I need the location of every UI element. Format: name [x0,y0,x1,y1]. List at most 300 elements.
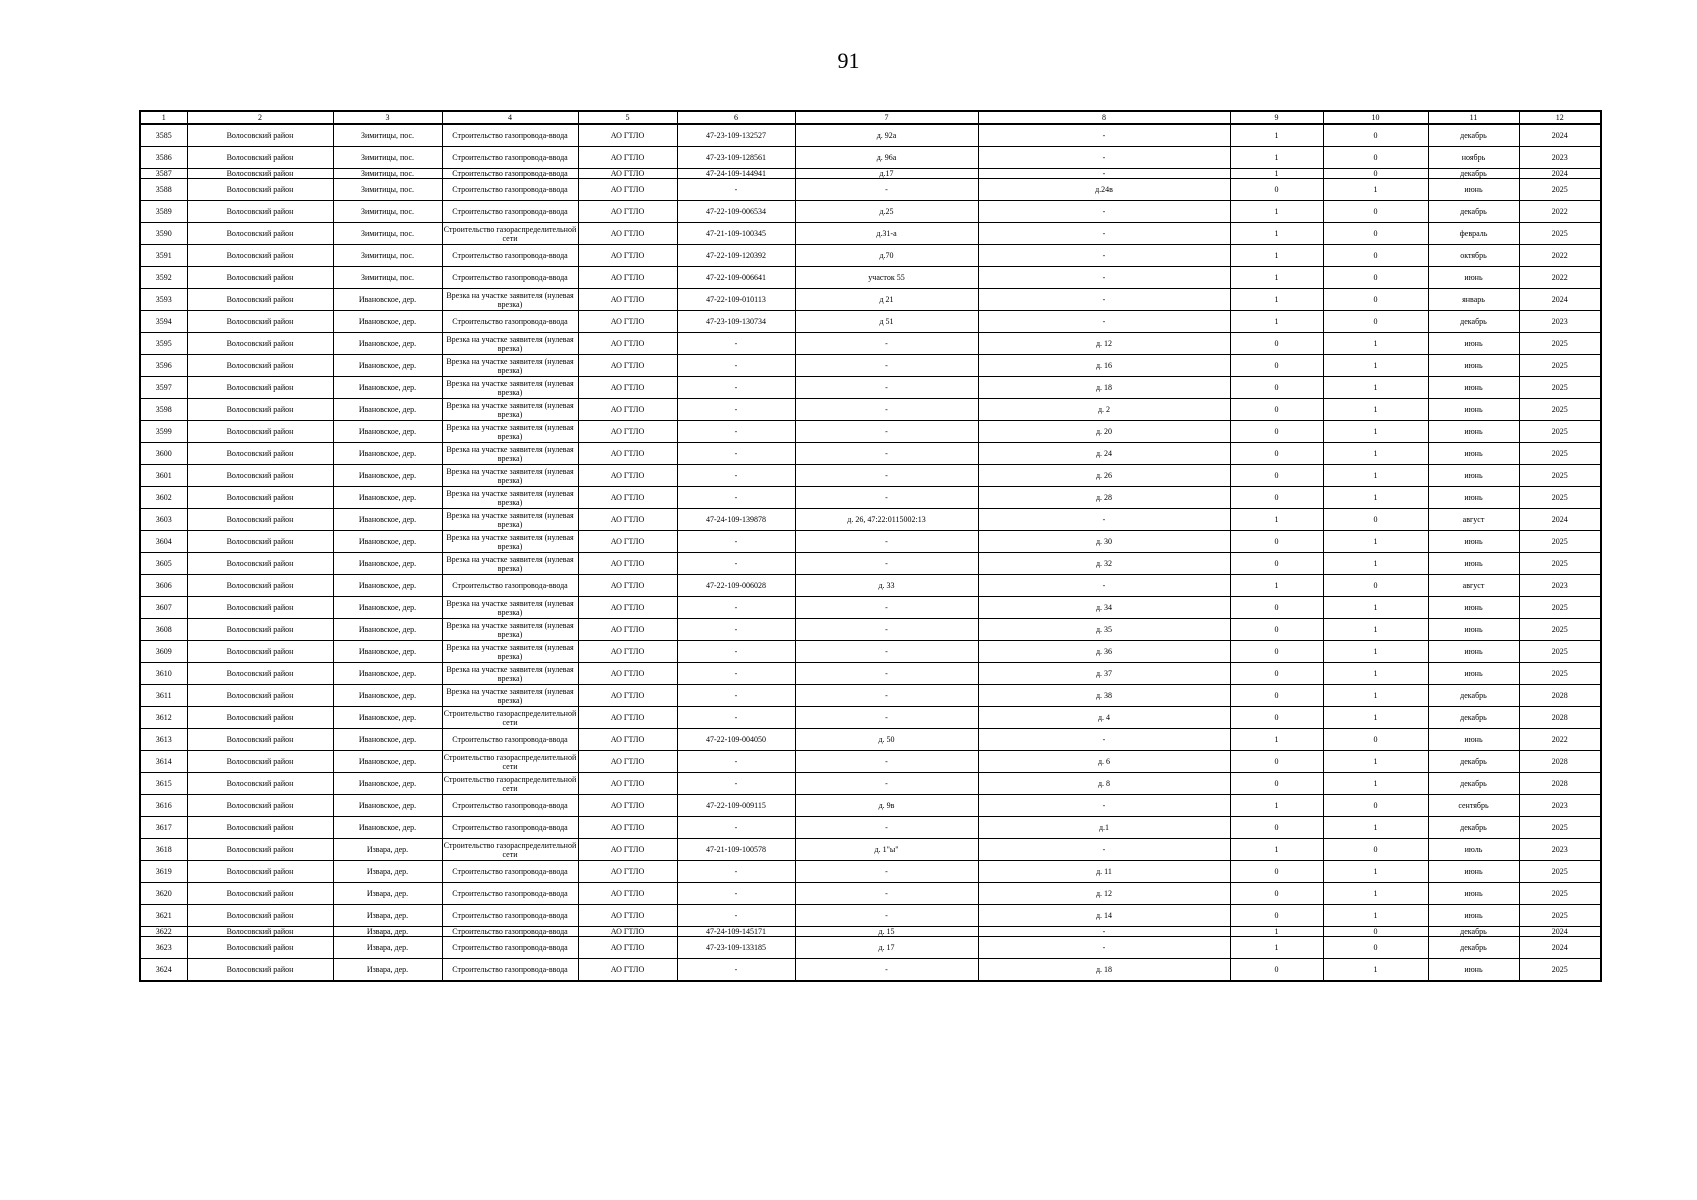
month-cell: январь [1428,289,1519,311]
organization-cell: АО ГТЛО [578,531,677,553]
work-type-cell: Врезка на участке заявителя (нулевая врезка) [442,421,578,443]
organization-cell: АО ГТЛО [578,597,677,619]
count-cell: 0 [1230,959,1323,982]
count-cell: 1 [1230,927,1323,937]
district-cell: Волосовский район [187,619,333,641]
row-number: 3606 [140,575,187,597]
row-number: 3601 [140,465,187,487]
address-cell: - [795,905,978,927]
year-cell: 2025 [1519,377,1601,399]
application-number-cell: 47-22-109-120392 [677,245,795,267]
year-cell: 2025 [1519,223,1601,245]
count-cell: 0 [1230,597,1323,619]
application-number-cell: - [677,355,795,377]
year-cell: 2025 [1519,883,1601,905]
planned-address-cell: д. 32 [978,553,1230,575]
district-cell: Волосовский район [187,861,333,883]
address-cell: - [795,641,978,663]
work-type-cell: Врезка на участке заявителя (нулевая врезка) [442,531,578,553]
application-number-cell: - [677,421,795,443]
district-cell: Волосовский район [187,421,333,443]
month-cell: декабрь [1428,773,1519,795]
row-number: 3611 [140,685,187,707]
address-cell: д. 50 [795,729,978,751]
table-row [140,883,1601,905]
district-cell: Волосовский район [187,399,333,421]
table-row [140,421,1601,443]
address-cell: - [795,355,978,377]
organization-cell: АО ГТЛО [578,124,677,147]
count-cell: 1 [1230,575,1323,597]
year-cell: 2025 [1519,443,1601,465]
row-number: 3603 [140,509,187,531]
locality-cell: Ивановское, дер. [333,399,442,421]
locality-cell: Ивановское, дер. [333,575,442,597]
district-cell: Волосовский район [187,509,333,531]
month-cell: август [1428,509,1519,531]
work-type-cell: Врезка на участке заявителя (нулевая врезка) [442,663,578,685]
month-cell: декабрь [1428,751,1519,773]
locality-cell: Ивановское, дер. [333,663,442,685]
organization-cell: АО ГТЛО [578,169,677,179]
planned-address-cell: д. 26 [978,465,1230,487]
count-cell: 0 [1323,839,1428,861]
planned-address-cell: д. 11 [978,861,1230,883]
district-cell: Волосовский район [187,795,333,817]
year-cell: 2024 [1519,169,1601,179]
month-cell: июнь [1428,531,1519,553]
count-cell: 1 [1230,839,1323,861]
row-number: 3610 [140,663,187,685]
table-row [140,553,1601,575]
table-row [140,223,1601,245]
count-cell: 1 [1323,619,1428,641]
address-cell: - [795,663,978,685]
locality-cell: Ивановское, дер. [333,355,442,377]
count-cell: 0 [1230,465,1323,487]
count-cell: 0 [1323,509,1428,531]
locality-cell: Ивановское, дер. [333,553,442,575]
count-cell: 1 [1323,751,1428,773]
month-cell: сентябрь [1428,795,1519,817]
application-number-cell: 47-24-109-139878 [677,509,795,531]
count-cell: 0 [1323,124,1428,147]
work-type-cell: Строительство газораспределительной сети [443,752,577,771]
work-type-cell: Врезка на участке заявителя (нулевая врезка) [442,487,578,509]
month-cell: декабрь [1428,201,1519,223]
district-cell: Волосовский район [187,817,333,839]
planned-address-cell: д. 18 [978,377,1230,399]
count-cell: 0 [1323,311,1428,333]
table-row [140,959,1601,982]
month-cell: декабрь [1428,169,1519,179]
planned-address-cell: - [978,509,1230,531]
table-row [140,487,1601,509]
table-row [140,729,1601,751]
district-cell: Волосовский район [187,937,333,959]
year-cell: 2024 [1519,927,1601,937]
month-cell: июнь [1428,179,1519,201]
application-number-cell: - [677,883,795,905]
planned-address-cell: - [978,124,1230,147]
application-number-cell: - [677,751,795,773]
row-number: 3624 [140,959,187,982]
work-type-cell: Врезка на участке заявителя (нулевая врезка) [442,465,578,487]
organization-cell: АО ГТЛО [578,179,677,201]
row-number: 3597 [140,377,187,399]
application-number-cell: 47-21-109-100345 [677,223,795,245]
organization-cell: АО ГТЛО [578,147,677,169]
district-cell: Волосовский район [187,267,333,289]
year-cell: 2025 [1519,487,1601,509]
planned-address-cell: - [978,927,1230,937]
planned-address-cell: д. 20 [978,421,1230,443]
count-cell: 1 [1230,289,1323,311]
application-number-cell: 47-23-109-132527 [677,124,795,147]
year-cell: 2025 [1519,465,1601,487]
planned-address-cell: д. 30 [978,531,1230,553]
count-cell: 1 [1323,707,1428,729]
planned-address-cell: д. 16 [978,355,1230,377]
locality-cell: Зимитицы, пос. [333,147,442,169]
year-cell: 2023 [1519,839,1601,861]
organization-cell: АО ГТЛО [578,509,677,531]
column-header: 6 [677,111,795,124]
table-row [140,465,1601,487]
row-number: 3609 [140,641,187,663]
table-row [140,377,1601,399]
column-header: 9 [1230,111,1323,124]
count-cell: 1 [1323,685,1428,707]
row-number: 3617 [140,817,187,839]
locality-cell: Ивановское, дер. [333,531,442,553]
row-number: 3598 [140,399,187,421]
application-number-cell: - [677,685,795,707]
address-cell: - [795,553,978,575]
count-cell: 1 [1230,311,1323,333]
application-number-cell: - [677,861,795,883]
month-cell: июнь [1428,399,1519,421]
count-cell: 1 [1230,223,1323,245]
year-cell: 2022 [1519,267,1601,289]
table-row [140,399,1601,421]
work-type-cell: Строительство газопровода-ввода [442,861,578,883]
work-type-cell: Врезка на участке заявителя (нулевая врезка) [442,289,578,311]
table-row [140,355,1601,377]
application-number-cell: - [677,333,795,355]
count-cell: 0 [1323,147,1428,169]
count-cell: 1 [1323,531,1428,553]
year-cell: 2028 [1519,707,1601,729]
row-number: 3608 [140,619,187,641]
count-cell: 0 [1230,355,1323,377]
planned-address-cell: д. 14 [978,905,1230,927]
row-number: 3619 [140,861,187,883]
application-number-cell: - [677,619,795,641]
organization-cell: АО ГТЛО [578,311,677,333]
planned-address-cell: д. 36 [978,641,1230,663]
locality-cell: Извара, дер. [333,861,442,883]
count-cell: 0 [1230,487,1323,509]
organization-cell: АО ГТЛО [578,861,677,883]
address-cell: д. 33 [795,575,978,597]
application-number-cell: - [677,553,795,575]
planned-address-cell: - [978,937,1230,959]
count-cell: 0 [1323,267,1428,289]
organization-cell: АО ГТЛО [578,707,677,729]
table-row [140,839,1601,861]
work-type-cell: Врезка на участке заявителя (нулевая врезка) [442,399,578,421]
organization-cell: АО ГТЛО [578,883,677,905]
count-cell: 0 [1323,795,1428,817]
month-cell: июнь [1428,421,1519,443]
month-cell: июнь [1428,377,1519,399]
count-cell: 1 [1230,795,1323,817]
row-number: 3590 [140,223,187,245]
work-type-cell: Строительство газопровода-ввода [442,795,578,817]
count-cell: 1 [1323,553,1428,575]
year-cell: 2025 [1519,179,1601,201]
count-cell: 1 [1323,663,1428,685]
address-cell: - [795,619,978,641]
organization-cell: АО ГТЛО [578,937,677,959]
month-cell: июнь [1428,619,1519,641]
application-number-cell: 47-22-109-006641 [677,267,795,289]
row-number: 3589 [140,201,187,223]
organization-cell: АО ГТЛО [578,641,677,663]
table-row [140,927,1601,937]
address-cell: - [795,487,978,509]
count-cell: 1 [1323,179,1428,201]
row-number: 3593 [140,289,187,311]
count-cell: 1 [1230,169,1323,179]
district-cell: Волосовский район [187,883,333,905]
application-number-cell: 47-22-109-010113 [677,289,795,311]
locality-cell: Ивановское, дер. [333,421,442,443]
count-cell: 1 [1323,465,1428,487]
year-cell: 2024 [1519,937,1601,959]
locality-cell: Ивановское, дер. [333,597,442,619]
row-number: 3587 [140,169,187,179]
organization-cell: АО ГТЛО [578,839,677,861]
address-cell: - [795,883,978,905]
application-number-cell: - [677,707,795,729]
planned-address-cell: - [978,839,1230,861]
locality-cell: Извара, дер. [333,937,442,959]
work-type-cell: Врезка на участке заявителя (нулевая врезка) [442,641,578,663]
year-cell: 2023 [1519,311,1601,333]
count-cell: 1 [1230,729,1323,751]
column-header: 4 [442,111,578,124]
district-cell: Волосовский район [187,685,333,707]
address-cell: д. 9в [795,795,978,817]
table-row [140,311,1601,333]
column-header: 8 [978,111,1230,124]
planned-address-cell: д. 2 [978,399,1230,421]
address-cell: участок 55 [795,267,978,289]
column-header: 10 [1323,111,1428,124]
planned-address-cell: д. 38 [978,685,1230,707]
application-number-cell: 47-22-109-009115 [677,795,795,817]
locality-cell: Ивановское, дер. [333,773,442,795]
count-cell: 0 [1230,399,1323,421]
work-type-cell: Строительство газопровода-ввода [442,245,578,267]
locality-cell: Ивановское, дер. [333,487,442,509]
address-cell: д. 15 [795,927,978,937]
count-cell: 0 [1230,619,1323,641]
year-cell: 2022 [1519,245,1601,267]
district-cell: Волосовский район [187,124,333,147]
month-cell: июнь [1428,663,1519,685]
planned-address-cell: - [978,311,1230,333]
district-cell: Волосовский район [187,575,333,597]
district-cell: Волосовский район [187,147,333,169]
year-cell: 2025 [1519,553,1601,575]
organization-cell: АО ГТЛО [578,729,677,751]
month-cell: июнь [1428,553,1519,575]
address-cell: д.25 [795,201,978,223]
locality-cell: Ивановское, дер. [333,443,442,465]
work-type-cell: Строительство газопровода-ввода [442,927,578,937]
address-cell: - [795,531,978,553]
organization-cell: АО ГТЛО [578,553,677,575]
count-cell: 0 [1230,663,1323,685]
locality-cell: Зимитицы, пос. [333,124,442,147]
year-cell: 2024 [1519,289,1601,311]
district-cell: Волосовский район [187,179,333,201]
table-row [140,905,1601,927]
organization-cell: АО ГТЛО [578,751,677,773]
locality-cell: Зимитицы, пос. [333,223,442,245]
table-row [140,267,1601,289]
table-row [140,169,1601,179]
district-cell: Волосовский район [187,905,333,927]
work-type-cell: Строительство газопровода-ввода [442,201,578,223]
count-cell: 1 [1323,641,1428,663]
locality-cell: Ивановское, дер. [333,465,442,487]
count-cell: 1 [1230,124,1323,147]
year-cell: 2025 [1519,399,1601,421]
year-cell: 2025 [1519,641,1601,663]
month-cell: июнь [1428,355,1519,377]
application-number-cell: - [677,377,795,399]
count-cell: 0 [1230,531,1323,553]
row-number: 3614 [140,751,187,773]
month-cell: июль [1428,839,1519,861]
row-number: 3592 [140,267,187,289]
year-cell: 2025 [1519,663,1601,685]
address-cell: - [795,685,978,707]
count-cell: 0 [1323,201,1428,223]
planned-address-cell: - [978,245,1230,267]
table-row [140,124,1601,147]
month-cell: июнь [1428,641,1519,663]
locality-cell: Ивановское, дер. [333,685,442,707]
locality-cell: Извара, дер. [333,905,442,927]
work-type-cell: Врезка на участке заявителя (нулевая врезка) [442,355,578,377]
organization-cell: АО ГТЛО [578,487,677,509]
table-row [140,575,1601,597]
application-number-cell: 47-22-109-006028 [677,575,795,597]
count-cell: 1 [1323,597,1428,619]
work-type-cell: Строительство газопровода-ввода [442,959,578,982]
organization-cell: АО ГТЛО [578,773,677,795]
address-cell: - [795,959,978,982]
count-cell: 1 [1323,861,1428,883]
year-cell: 2024 [1519,124,1601,147]
planned-address-cell: д. 28 [978,487,1230,509]
count-cell: 0 [1323,729,1428,751]
row-number: 3615 [140,773,187,795]
district-cell: Волосовский район [187,443,333,465]
organization-cell: АО ГТЛО [578,959,677,982]
district-cell: Волосовский район [187,377,333,399]
application-number-cell: - [677,531,795,553]
address-cell: - [795,421,978,443]
month-cell: июнь [1428,729,1519,751]
address-cell: д 51 [795,311,978,333]
organization-cell: АО ГТЛО [578,905,677,927]
table-row [140,773,1601,795]
row-number: 3588 [140,179,187,201]
planned-address-cell: д.1 [978,817,1230,839]
month-cell: декабрь [1428,817,1519,839]
planned-address-cell: - [978,147,1230,169]
work-type-cell: Врезка на участке заявителя (нулевая врезка) [442,443,578,465]
address-cell: - [795,399,978,421]
organization-cell: АО ГТЛО [578,685,677,707]
address-cell: д.31-а [795,223,978,245]
table-row [140,641,1601,663]
application-number-cell: 47-21-109-100578 [677,839,795,861]
table-row [140,937,1601,959]
table-row [140,531,1601,553]
planned-address-cell: д. 35 [978,619,1230,641]
table-body [140,124,1601,981]
locality-cell: Извара, дер. [333,883,442,905]
count-cell: 1 [1323,399,1428,421]
planned-address-cell: д. 34 [978,597,1230,619]
organization-cell: АО ГТЛО [578,575,677,597]
table-row [140,663,1601,685]
application-number-cell: - [677,773,795,795]
work-type-cell: Врезка на участке заявителя (нулевая врезка) [442,553,578,575]
address-cell: - [795,597,978,619]
address-cell: - [795,707,978,729]
address-cell: д. 1"ы" [795,839,978,861]
work-type-cell: Строительство газопровода-ввода [442,817,578,839]
count-cell: 0 [1230,641,1323,663]
table-row [140,245,1601,267]
count-cell: 0 [1230,707,1323,729]
month-cell: июнь [1428,883,1519,905]
planned-address-cell: д. 12 [978,333,1230,355]
table-row [140,201,1601,223]
organization-cell: АО ГТЛО [578,245,677,267]
application-number-cell: 47-22-109-006534 [677,201,795,223]
month-cell: декабрь [1428,685,1519,707]
locality-cell: Зимитицы, пос. [333,201,442,223]
address-cell: - [795,333,978,355]
address-cell: д.17 [795,169,978,179]
count-cell: 1 [1323,377,1428,399]
district-cell: Волосовский район [187,597,333,619]
organization-cell: АО ГТЛО [578,619,677,641]
district-cell: Волосовский район [187,333,333,355]
work-type-cell: Строительство газопровода-ввода [442,147,578,169]
organization-cell: АО ГТЛО [578,223,677,245]
district-cell: Волосовский район [187,245,333,267]
